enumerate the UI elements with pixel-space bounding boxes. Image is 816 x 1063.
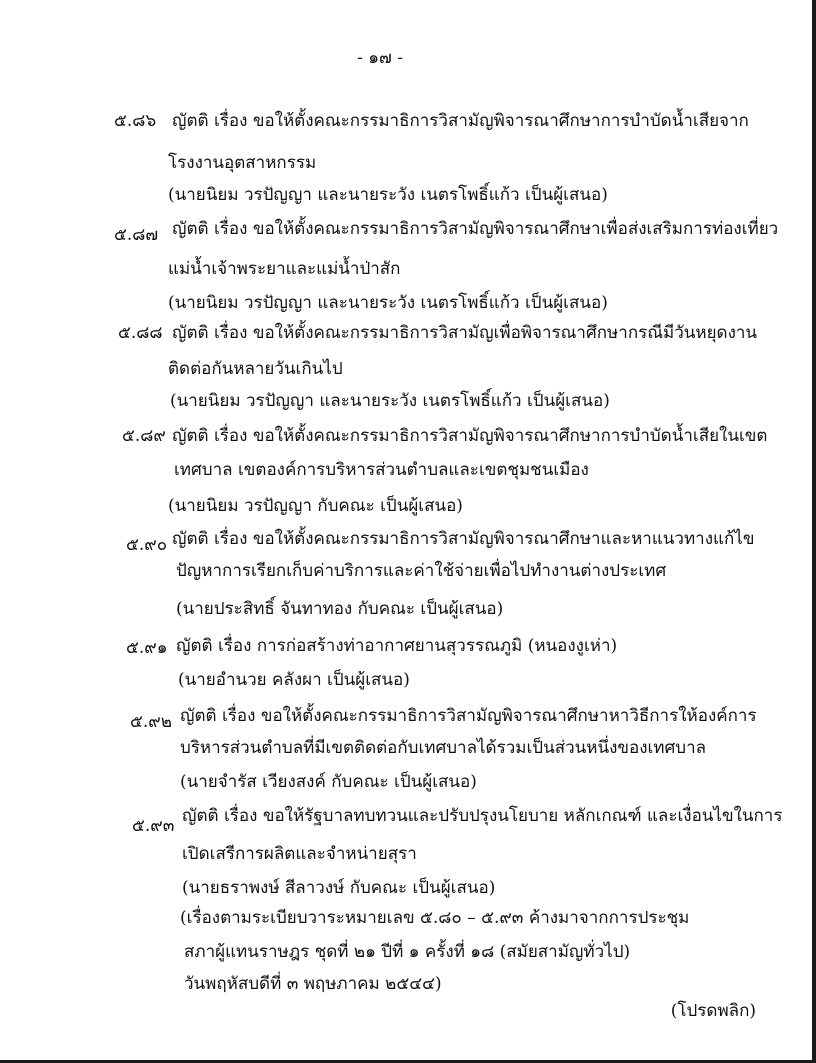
item-number: ๕.๘๘ [118, 323, 163, 343]
item-title: ญัตติ เรื่อง ขอให้รัฐบาลทบทวนและปรับปรุงนโยบาย หลักเกณฑ์ และเงื่อนไขในการ [182, 806, 783, 826]
turn-page-note: (โปรดพลิก) [670, 1001, 756, 1021]
item-title-cont: โรงงานอุตสาหกรรม [168, 153, 317, 173]
item-title-cont: แม่น้ำเจ้าพระยาและแม่น้ำป่าสัก [168, 259, 401, 279]
item-title: ญัตติ เรื่อง ขอให้ตั้งคณะกรรมาธิการวิสามัญพิจารณาศึกษาหาวิธีการให้องค์การ [180, 706, 757, 726]
item-proposer: (นายประสิทธิ์ จันทาทอง กับคณะ เป็นผู้เสนอ) [176, 599, 504, 619]
item-title-cont: ติดต่อกันหลายวันเกินไป [168, 359, 343, 379]
item-title: ญัตติ เรื่อง ขอให้ตั้งคณะกรรมาธิการวิสามัญพิจารณาศึกษาการบำบัดน้ำเสียในเขต [172, 426, 768, 446]
item-number: ๕.๘๙ [122, 426, 166, 446]
item-title: ญัตติ เรื่อง ขอให้ตั้งคณะกรรมาธิการวิสามัญพิจารณาศึกษาเพื่อส่งเสริมการท่องเที่ยว [172, 219, 779, 239]
item-title-cont: เปิดเสรีการผลิตและจำหน่ายสุรา [182, 844, 417, 864]
item-proposer: (นายธราพงษ์ สีลาวงษ์ กับคณะ เป็นผู้เสนอ) [182, 878, 496, 898]
item-number: ๕.๙๑ [126, 638, 168, 658]
item-number: ๕.๙๐ [126, 535, 168, 555]
item-title: ญัตติ เรื่อง ขอให้ตั้งคณะกรรมาธิการวิสามัญพิจารณาศึกษาและหาแนวทางแก้ไข [172, 529, 755, 549]
carryover-note-line-1: (เรื่องตามระเบียบวาระหมายเลข ๕.๘๐ – ๕.๙๓ ค้างมาจากการประชุม [180, 908, 690, 928]
item-proposer: (นายนิยม วรปัญญา และนายระวัง เนตรโพธิ์แก้ว เป็นผู้เสนอ) [168, 293, 608, 313]
carryover-note-line-3: วันพฤหัสบดีที่ ๓ พฤษภาคม ๒๕๔๔) [184, 974, 442, 994]
scan-edge-right [812, 0, 816, 1063]
item-title-cont: ปัญหาการเรียกเก็บค่าบริการและค่าใช้จ่ายเพื่อไปทำงานต่างประเทศ [176, 561, 667, 581]
item-number: ๕.๘๖ [114, 111, 157, 131]
item-title: ญัตติ เรื่อง การก่อสร้างท่าอากาศยานสุวรรณภูมิ (หนองงูเห่า) [176, 636, 618, 656]
item-proposer: (นายอำนวย คลังผา เป็นผู้เสนอ) [178, 670, 410, 690]
item-number: ๕.๙๒ [130, 712, 172, 732]
item-proposer: (นายนิยม วรปัญญา และนายระวัง เนตรโพธิ์แก้ว เป็นผู้เสนอ) [170, 391, 610, 411]
item-title-cont: เทศบาล เขตองค์การบริหารส่วนตำบลและเขตชุมชนเมือง [174, 460, 589, 480]
item-title-cont: บริหารส่วนตำบลที่มีเขตติดต่อกับเทศบาลได้รวมเป็นส่วนหนึ่งของเทศบาล [180, 738, 707, 758]
item-title: ญัตติ เรื่อง ขอให้ตั้งคณะกรรมาธิการวิสามัญพิจารณาศึกษาการบำบัดน้ำเสียจาก [172, 111, 749, 131]
item-title: ญัตติ เรื่อง ขอให้ตั้งคณะกรรมาธิการวิสามัญเพื่อพิจารณาศึกษากรณีมีวันหยุดงาน [172, 323, 758, 343]
item-number: ๕.๘๗ [114, 225, 159, 245]
page-number: - ๑๗ - [357, 48, 403, 68]
item-proposer: (นายนิยม วรปัญญา กับคณะ เป็นผู้เสนอ) [168, 496, 463, 516]
carryover-note-line-2: สภาผู้แทนราษฎร ชุดที่ ๒๑ ปีที่ ๑ ครั้งที่ ๑๘ (สมัยสามัญทั่วไป) [184, 942, 631, 962]
item-proposer: (นายจำรัส เวียงสงค์ กับคณะ เป็นผู้เสนอ) [180, 772, 477, 792]
item-proposer: (นายนิยม วรปัญญา และนายระวัง เนตรโพธิ์แก้ว เป็นผู้เสนอ) [168, 185, 608, 205]
item-number: ๕.๙๓ [132, 816, 175, 836]
